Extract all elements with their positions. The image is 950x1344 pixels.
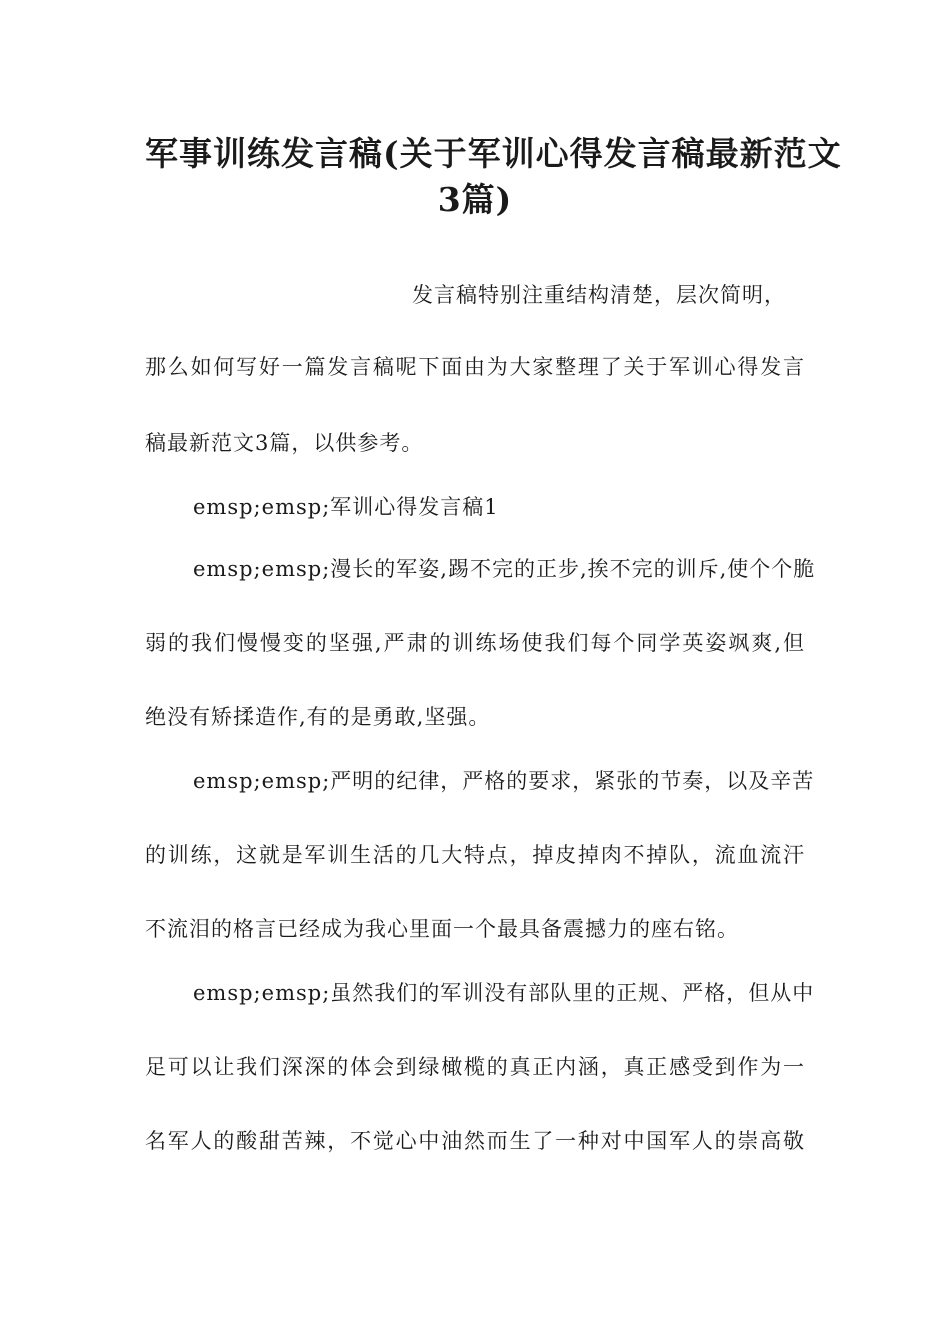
paragraph-2-line-1: emsp;emsp;严明的纪律，严格的要求，紧张的节奏，以及辛苦 [193, 769, 815, 793]
paragraph-1-line-3: 绝没有矫揉造作,有的是勇敢,坚强。 [145, 705, 491, 729]
intro-line-1: 发言稿特别注重结构清楚，层次简明， [412, 283, 786, 307]
paragraph-2-line-2: 的训练，这就是军训生活的几大特点，掉皮掉肉不掉队，流血流汗 [145, 843, 805, 867]
paragraph-1-line-1: emsp;emsp;漫长的军姿,踢不完的正步,挨不完的训斥,使个个脆 [193, 557, 816, 581]
title-line-1: 军事训练发言稿(关于军训心得发言稿最新范文 [145, 134, 842, 173]
paragraph-1-line-2: 弱的我们慢慢变的坚强,严肃的训练场使我们每个同学英姿飒爽,但 [145, 631, 805, 655]
paragraph-3-line-1: emsp;emsp;虽然我们的军训没有部队里的正规、严格，但从中 [193, 981, 815, 1005]
title-line-2: 3篇) [437, 180, 513, 219]
intro-line-3: 稿最新范文3篇，以供参考。 [145, 431, 424, 455]
paragraph-3-line-2: 足可以让我们深深的体会到绿橄榄的真正内涵，真正感受到作为一 [145, 1055, 805, 1079]
intro-line-2: 那么如何写好一篇发言稿呢下面由为大家整理了关于军训心得发言 [145, 355, 805, 379]
paragraph-3-line-3: 名军人的酸甜苦辣，不觉心中油然而生了一种对中国军人的崇高敬 [145, 1129, 805, 1153]
section-heading: emsp;emsp;军训心得发言稿1 [193, 495, 499, 519]
paragraph-2-line-3: 不流泪的格言已经成为我心里面一个最具备震撼力的座右铭。 [145, 917, 739, 941]
